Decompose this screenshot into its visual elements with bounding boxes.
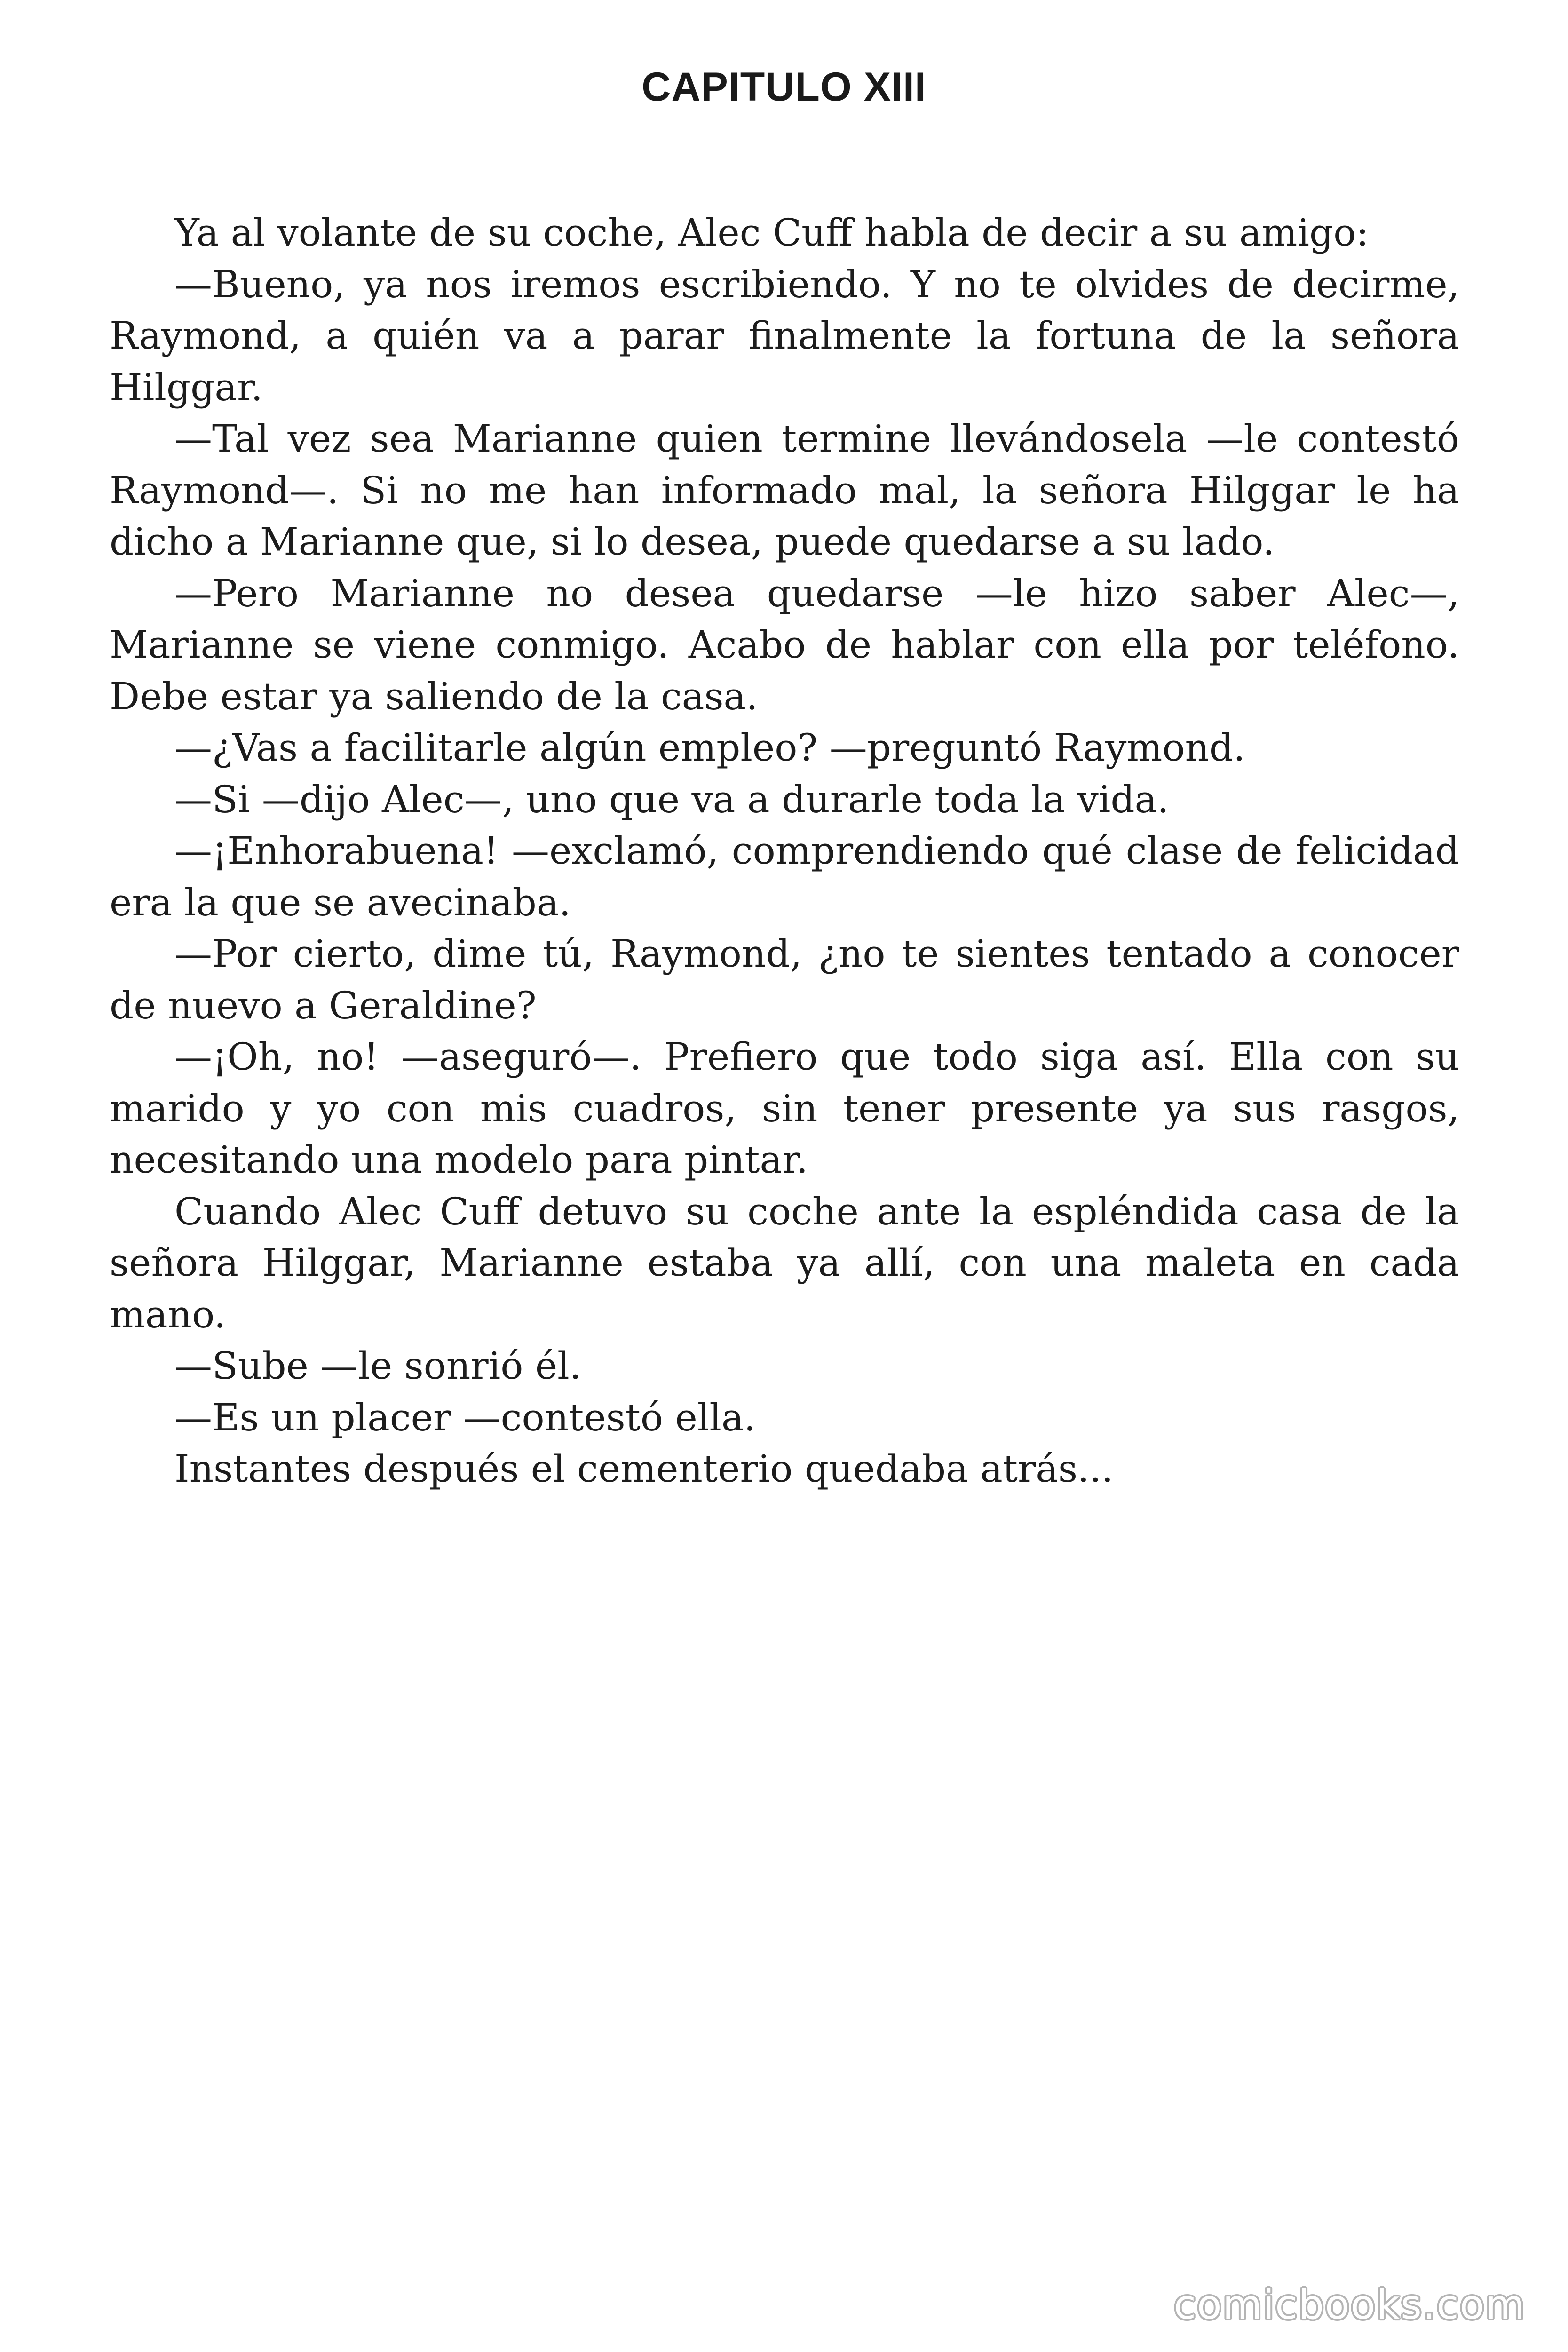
paragraph: —¿Vas a facilitarle algún empleo? —preguntó Raymond. [174, 726, 1245, 770]
chapter-body [110, 207, 1459, 1495]
paragraph: —Si —dijo Alec—, uno que va a durarle toda la vida. [174, 777, 1169, 821]
paragraph: —Es un placer —contestó ella. [174, 1395, 756, 1439]
paragraph: —Por cierto, dime tú, Raymond, ¿no te sientes tentado a conocer de nuevo a Geraldine? [110, 932, 1459, 1027]
paragraph: —Sube —le sonrió él. [174, 1344, 582, 1388]
watermark: comicbooks.com [1173, 2281, 1526, 2328]
paragraph: —Pero Marianne no desea quedarse —le hizo saber Alec—, Marianne se viene conmigo. Acabo de hablar con ella por teléfono. Debe estar ya saliendo de la casa. [110, 571, 1459, 718]
paragraph: —¡Enhorabuena! —exclamó, comprendiendo qué clase de felicidad era la que se avecinaba. [110, 829, 1459, 924]
paragraph: —Tal vez sea Marianne quien termine llevándosela —le contestó Raymond—. Si no me han informado mal, la señora Hilggar le ha dicho a Marianne que, si lo desea, puede quedarse a su lado. [110, 417, 1459, 564]
paragraph: Ya al volante de su coche, Alec Cuff habla de decir a su amigo: [174, 211, 1369, 254]
paragraph: —Bueno, ya nos iremos escribiendo. Y no te olvides de decirme, Raymond, a quién va a parar finalmente la fortuna de la señora Hilggar. [110, 262, 1459, 409]
paragraph: Instantes después el cementerio quedaba atrás... [174, 1447, 1114, 1491]
chapter-title: CAPITULO XIII [641, 64, 927, 110]
paragraph: Cuando Alec Cuff detuvo su coche ante la espléndida casa de la señora Hilggar, Marianne estaba ya allí, con una maleta en cada mano. [110, 1189, 1459, 1336]
paragraph: —¡Oh, no! —aseguró—. Prefiero que todo siga así. Ella con su marido y yo con mis cuadros, sin tener presente ya sus rasgos, necesitando una modelo para pintar. [110, 1035, 1459, 1182]
